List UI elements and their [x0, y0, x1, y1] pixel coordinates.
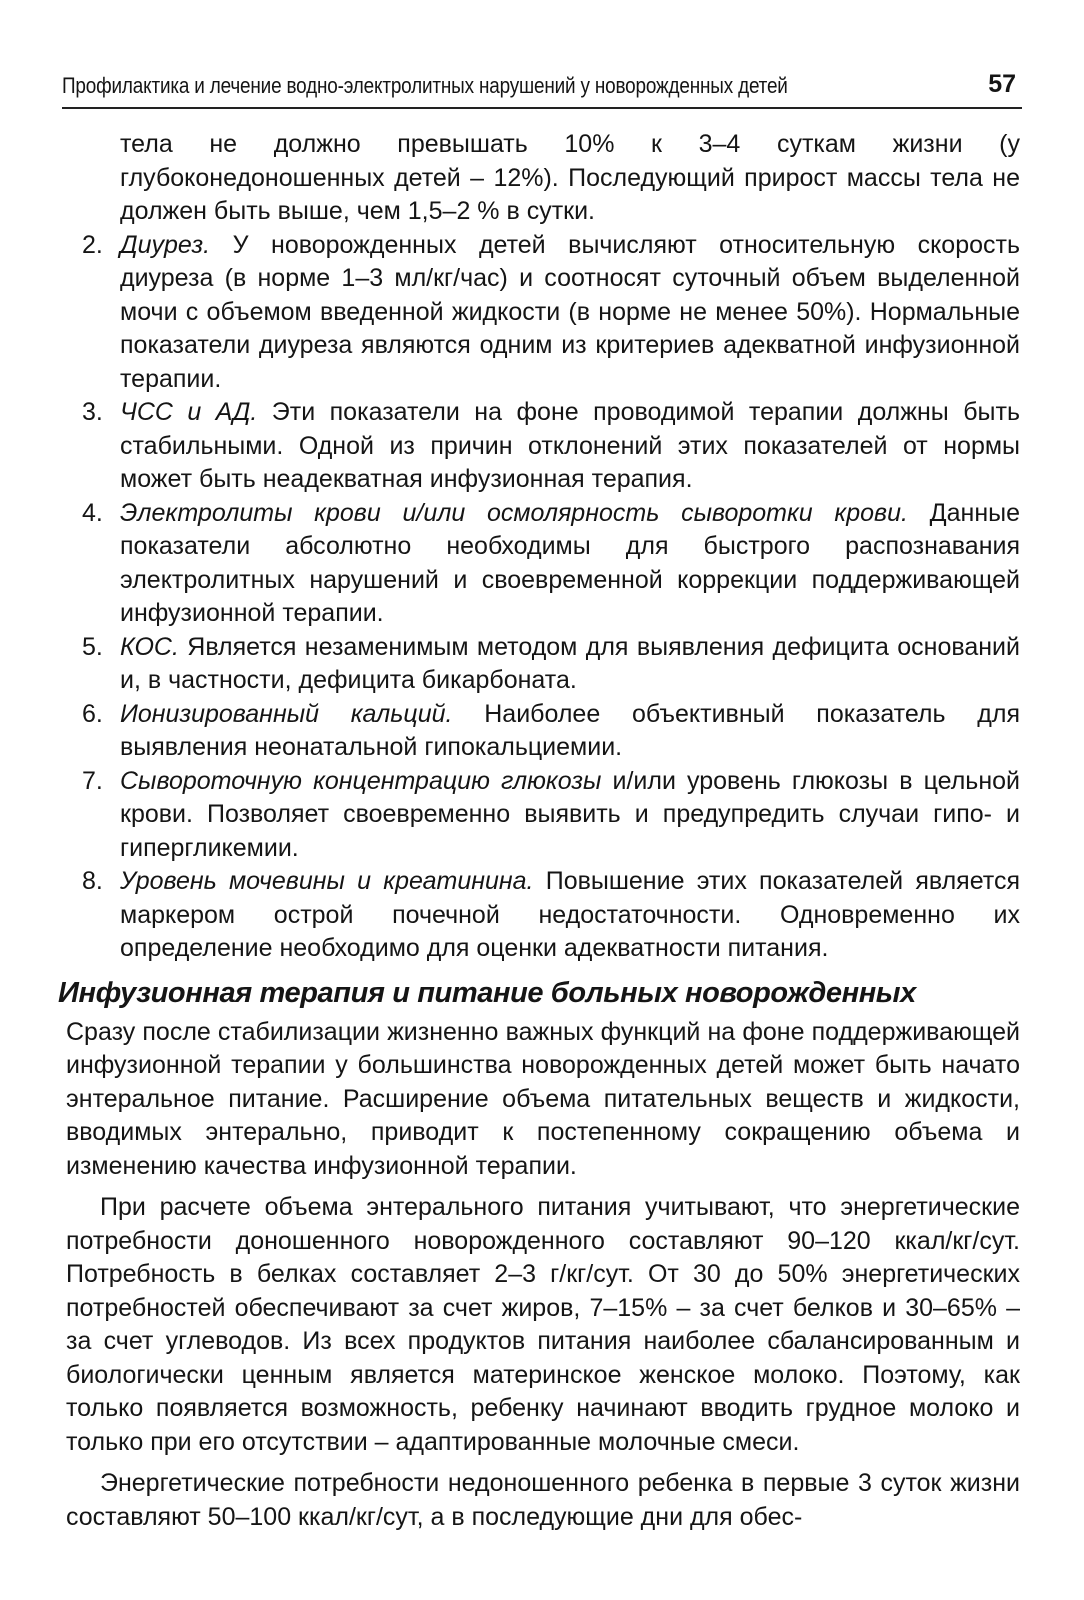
list-item-text: [120, 698, 1020, 765]
list-term: Диурез.: [120, 230, 211, 259]
paragraph: Энергетические потребности недоношенного ребенка в первые 3 суток жизни составляют 50–100 ккал/кг/сут, а в последующие дни для обес-: [66, 1469, 1020, 1531]
list-term: Уровень мочевины и креатинина.: [120, 867, 534, 895]
list-body: Данные показатели абсолютно необходимы для быстрого распознавания электролитных нарушений и своевременной коррекции поддерживающей инфузионной терапии.: [120, 498, 1020, 627]
list-item: [66, 229, 1020, 397]
list-item: [66, 865, 1020, 966]
list-item: [66, 497, 1020, 631]
list-number: 3.: [82, 398, 103, 426]
list-number: 4.: [82, 498, 103, 527]
list-item-text: [120, 631, 1020, 698]
list-body: У новорожденных детей вычисляют относительную скорость диуреза (в норме 1–3 мл/кг/час) и соотносят суточный объем выделенной мочи с объемом введенной жидкости (в норме не менее 50%). Нормальные показатели диуреза являются одним из критериев адекватной инфузионной терапии.: [120, 230, 1020, 393]
body-text: [58, 128, 1020, 1542]
list-term: КОС.: [120, 632, 179, 661]
paragraph: При расчете объема энтерального питания учитывают, что энергетические потребности доношенного новорожденного составляют 90–120 ккал/кг/сут. Потребность в белках составляет 2–3 г/кг/сут. От 30 до 50% энергетических потребностей обеспечивают за счет жиров, 7–15% – за счет белков и 30–65% – за счет углеводов. Из всех продуктов питания наиболее сбалансированным и биологически ценным является материнское женское молоко. Поэтому, как только появляется возможность, ребенку начинают вводить грудное молоко и только при его отсутствии – адаптированные молочные смеси.: [66, 1193, 1020, 1456]
list-term: ЧСС и АД.: [120, 398, 258, 426]
page-number: 57: [988, 70, 1016, 98]
continued-list-text: тела не должно превышать 10% к 3–4 суткам жизни (у глубоконедоношенных детей – 12%). Последующий прирост массы тела не должен быть выше, чем 1,5–2 % в сутки.: [120, 130, 1020, 225]
list-body: Является незаменимым методом для выявления дефицита оснований и, в частности, дефицита бикарбоната.: [120, 632, 1020, 694]
list-item-text: [120, 765, 1020, 866]
list-body: Наиболее объективный показатель для выявления неонатальной гипокальциемии.: [120, 699, 1020, 761]
paragraph: Сразу после стабилизации жизненно важных функций на фоне поддерживающей инфузионной терапии у большинства новорожденных детей может быть начато энтеральное питание. Расширение объема питательных веществ и жидкости, вводимых энтерально, приводит к постепенному сокращению объема и изменению качества инфузионной терапии.: [66, 1017, 1020, 1180]
list-body: Повышение этих показателей является маркером острой почечной недостаточности. Одновременно их определение необходимо для оценки адекватности питания.: [120, 867, 1020, 962]
list-item-text: [120, 497, 1020, 631]
list-item: [66, 396, 1020, 497]
list-number: 5.: [82, 632, 103, 661]
list-item: [66, 631, 1020, 698]
running-head: [62, 70, 1022, 109]
section-heading: Инфузионная терапия и питание больных новорожденных: [58, 976, 916, 1009]
running-title: Профилактика и лечение водно-электролитных нарушений у новорожденных детей: [62, 73, 788, 98]
list-body: и/или уровень глюкозы в цельной крови. Позволяет своевременно выявить и предупредить случаи гипо- и гипергликемии.: [120, 766, 1020, 862]
list-body: Эти показатели на фоне проводимой терапии должны быть стабильными. Одной из причин отклонений этих показателей от нормы может быть неадекватная инфузионная терапия.: [120, 398, 1020, 493]
list-item-text: [120, 865, 1020, 966]
list-term: Электролиты крови и/или осмолярность сыворотки крови.: [120, 498, 908, 527]
list-item-text: [120, 396, 1020, 497]
list-number: 2.: [82, 230, 103, 259]
list-term: Ионизированный кальций.: [120, 699, 453, 728]
list-number: 7.: [82, 766, 103, 795]
list-item: [66, 765, 1020, 866]
list-number: 8.: [82, 867, 103, 895]
list-term: Сывороточную концентрацию глюкозы: [120, 766, 602, 795]
list-item: [66, 698, 1020, 765]
list-number: 6.: [82, 699, 103, 728]
list-item-text: [120, 229, 1020, 397]
